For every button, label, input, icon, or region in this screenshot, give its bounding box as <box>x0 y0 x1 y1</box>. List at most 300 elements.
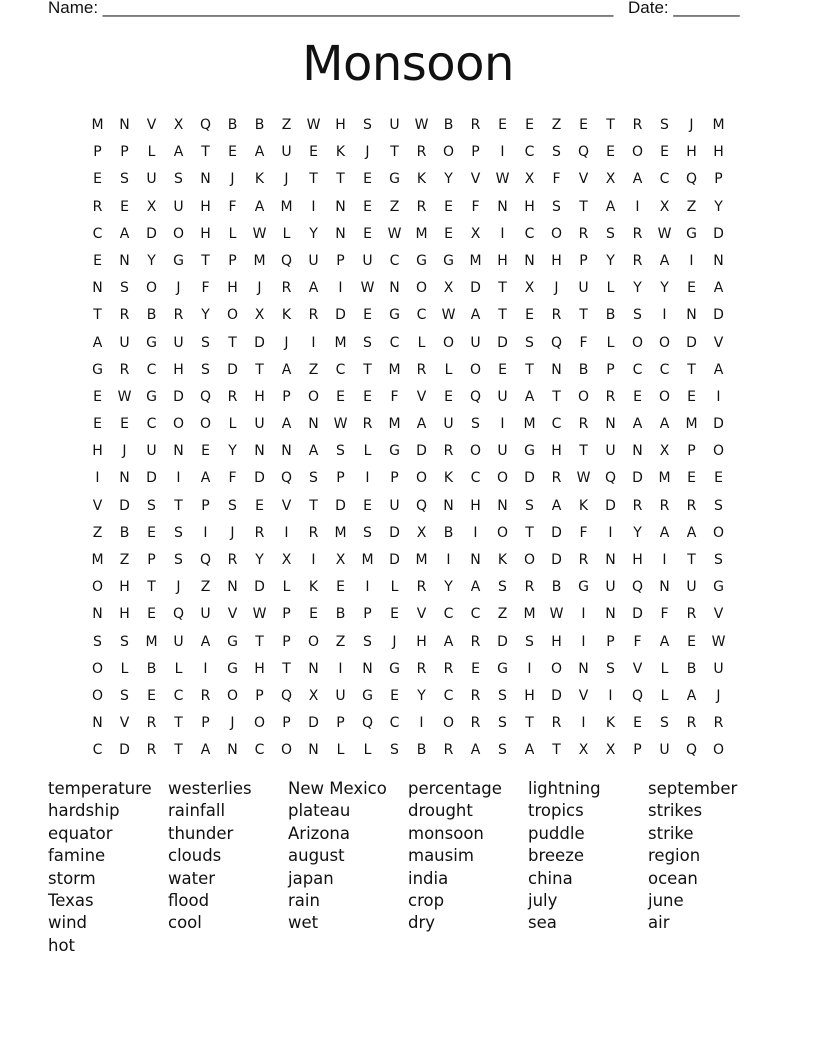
grid-cell: E <box>687 280 696 297</box>
grid-cell: Q <box>199 388 212 405</box>
grid-cell: B <box>551 579 562 596</box>
grid-cell: F <box>660 606 669 623</box>
grid-cell: Z <box>389 198 400 215</box>
word-bank-item: breeze <box>528 846 585 866</box>
grid-cell: N <box>362 660 373 677</box>
grid-cell: U <box>335 687 346 704</box>
grid-cell: A <box>659 252 670 269</box>
grid-cell: I <box>662 307 667 324</box>
grid-cell: R <box>443 742 454 759</box>
grid-cell: E <box>687 633 696 650</box>
grid-cell: N <box>497 497 508 514</box>
grid-cell: N <box>686 307 697 324</box>
grid-cell: A <box>713 361 724 378</box>
grid-cell: C <box>389 715 400 732</box>
grid-cell: T <box>687 361 696 378</box>
grid-cell: M <box>334 524 347 541</box>
word-bank-item: plateau <box>288 801 351 821</box>
grid-cell: K <box>416 171 427 188</box>
grid-cell: I <box>446 552 451 568</box>
grid-cell: P <box>336 715 345 732</box>
grid-cell: J <box>230 524 235 541</box>
grid-cell: Z <box>686 198 697 215</box>
grid-cell: D <box>497 633 508 650</box>
grid-cell: O <box>496 524 509 541</box>
grid-cell: V <box>227 606 238 623</box>
grid-cell: K <box>605 715 616 732</box>
grid-cell: R <box>119 307 130 324</box>
grid-cell: N <box>200 171 211 188</box>
word-bank-item: flood <box>168 891 210 911</box>
grid-cell: W <box>333 416 348 433</box>
grid-cell: T <box>606 117 615 133</box>
grid-cell: U <box>173 633 184 650</box>
grid-cell: B <box>146 307 157 324</box>
grid-cell: C <box>551 416 562 433</box>
grid-cell: M <box>469 252 482 269</box>
grid-cell: L <box>147 144 156 161</box>
grid-cell: G <box>92 361 103 378</box>
grid-cell: D <box>713 416 724 433</box>
grid-cell: Q <box>361 715 374 732</box>
grid-cell: G <box>578 579 589 596</box>
grid-cell: S <box>201 361 210 378</box>
grid-cell: T <box>174 742 183 759</box>
grid-cell: C <box>335 361 346 378</box>
grid-cell: R <box>578 225 589 242</box>
grid-cell: A <box>713 280 724 297</box>
grid-cell: L <box>417 334 426 351</box>
grid-cell: W <box>657 225 672 242</box>
grid-cell: T <box>228 334 237 351</box>
grid-cell: A <box>92 334 103 351</box>
grid-cell: N <box>92 715 103 732</box>
grid-cell: E <box>363 497 372 514</box>
grid-cell: W <box>387 225 402 242</box>
grid-cell: B <box>578 361 589 378</box>
grid-cell: Q <box>280 470 293 487</box>
grid-cell: H <box>254 660 265 677</box>
grid-cell: S <box>498 687 507 704</box>
grid-cell: S <box>363 524 372 541</box>
grid-cell: D <box>632 470 643 487</box>
grid-cell: R <box>308 307 319 324</box>
grid-cell: O <box>91 660 104 677</box>
grid-cell: V <box>578 171 589 188</box>
grid-cell: E <box>687 388 696 405</box>
grid-cell: S <box>363 334 372 351</box>
grid-cell: D <box>119 497 130 514</box>
word-bank-item: crop <box>408 891 445 911</box>
grid-cell: H <box>254 388 265 405</box>
grid-cell: M <box>658 470 671 487</box>
page-title: Monsoon <box>302 36 514 92</box>
grid-cell: H <box>713 144 724 161</box>
grid-cell: D <box>335 307 346 324</box>
grid-cell: O <box>226 307 239 324</box>
grid-cell: A <box>524 388 535 405</box>
grid-cell: R <box>551 307 562 324</box>
grid-cell: B <box>443 524 454 541</box>
grid-cell: P <box>714 171 723 188</box>
grid-cell: I <box>689 252 694 269</box>
grid-cell: N <box>119 470 130 487</box>
grid-cell: J <box>176 280 181 297</box>
grid-cell: L <box>444 361 453 378</box>
grid-cell: L <box>606 280 615 297</box>
grid-cell: M <box>334 334 347 351</box>
grid-cell: Y <box>201 307 210 324</box>
grid-cell: L <box>363 742 372 759</box>
grid-cell: T <box>93 307 102 324</box>
grid-cell: J <box>257 280 262 297</box>
grid-cell: R <box>119 361 130 378</box>
grid-cell: P <box>336 252 345 269</box>
grid-cell: W <box>711 633 726 650</box>
grid-cell: A <box>308 280 319 297</box>
grid-cell: S <box>363 117 372 133</box>
grid-cell: Q <box>604 470 617 487</box>
grid-cell: A <box>551 497 562 514</box>
grid-cell: L <box>228 416 237 433</box>
grid-cell: P <box>201 497 210 514</box>
grid-cell: I <box>716 388 721 405</box>
grid-cell: T <box>525 715 534 732</box>
word-bank-item: Arizona <box>288 823 350 843</box>
grid-cell: N <box>524 252 535 269</box>
grid-cell: T <box>579 443 588 460</box>
grid-cell: A <box>686 524 697 541</box>
grid-cell: U <box>146 443 157 460</box>
grid-cell: S <box>552 144 561 161</box>
grid-cell: Q <box>685 742 698 759</box>
grid-cell: R <box>416 198 427 215</box>
grid-cell: B <box>605 307 616 324</box>
grid-cell: W <box>441 307 456 324</box>
grid-cell: E <box>390 687 399 704</box>
grid-cell: R <box>686 606 697 623</box>
grid-cell: N <box>173 443 184 460</box>
grid-cell: O <box>226 687 239 704</box>
grid-cell: J <box>230 715 235 732</box>
grid-cell: S <box>606 660 615 677</box>
grid-row <box>84 629 732 656</box>
grid-cell: T <box>552 388 561 405</box>
grid-cell: M <box>685 416 698 433</box>
grid-cell: N <box>659 579 670 596</box>
grid-cell: L <box>336 742 345 759</box>
grid-cell: D <box>416 443 427 460</box>
word-bank-item <box>288 935 408 957</box>
grid-cell: U <box>713 660 724 677</box>
grid-cell: O <box>307 633 320 650</box>
grid-cell: R <box>470 715 481 732</box>
word-bank-item: temperature <box>48 779 152 798</box>
grid-cell: O <box>442 715 455 732</box>
grid-cell: H <box>551 633 562 650</box>
grid-cell: I <box>311 552 316 568</box>
grid-cell: B <box>146 660 157 677</box>
grid-cell: E <box>93 252 102 269</box>
grid-cell: N <box>389 280 400 297</box>
grid-cell: T <box>255 361 264 378</box>
grid-cell: R <box>227 552 238 568</box>
grid-cell: K <box>497 552 508 568</box>
grid-cell: A <box>659 633 670 650</box>
grid-cell: A <box>416 416 427 433</box>
grid-cell: V <box>713 606 724 623</box>
grid-cell: R <box>416 579 427 596</box>
name-field-label: Name: ______________________________________________________ <box>48 0 614 17</box>
grid-cell: U <box>200 606 211 623</box>
grid-cell: M <box>253 252 266 269</box>
grid-cell: K <box>308 579 319 596</box>
grid-cell: X <box>308 687 319 704</box>
grid-row <box>84 601 732 628</box>
grid-cell: D <box>254 579 265 596</box>
grid-cell: Z <box>119 552 130 568</box>
grid-cell: A <box>470 307 481 324</box>
grid-cell: E <box>336 579 345 596</box>
grid-cell: I <box>662 552 667 568</box>
grid-cell: A <box>281 416 292 433</box>
grid-cell: E <box>714 470 723 487</box>
grid-cell: D <box>308 715 319 732</box>
grid-cell: G <box>524 443 535 460</box>
grid-cell: T <box>147 579 156 596</box>
grid-cell: E <box>606 144 615 161</box>
grid-cell: X <box>659 443 670 460</box>
grid-cell: R <box>686 497 697 514</box>
grid-cell: G <box>713 579 724 596</box>
grid-cell: N <box>92 280 103 297</box>
grid-cell: Y <box>309 225 318 242</box>
grid-cell: A <box>254 198 265 215</box>
grid-row <box>84 710 732 737</box>
grid-cell: H <box>686 144 697 161</box>
grid-cell: C <box>470 606 481 623</box>
grid-cell: J <box>230 171 235 188</box>
grid-cell: C <box>443 687 454 704</box>
grid-cell: E <box>120 198 129 215</box>
grid-cell: E <box>471 660 480 677</box>
grid-cell: D <box>524 470 535 487</box>
grid-cell: F <box>201 280 210 297</box>
grid-cell: T <box>552 742 561 759</box>
grid-cell: C <box>524 144 535 161</box>
word-bank-item: lightning <box>528 779 601 798</box>
grid-cell: I <box>500 144 505 161</box>
grid-cell: D <box>173 388 184 405</box>
grid-cell: R <box>551 715 562 732</box>
grid-cell: R <box>416 660 427 677</box>
grid-cell: X <box>578 742 589 759</box>
grid-cell: B <box>416 742 427 759</box>
grid-cell: D <box>713 307 724 324</box>
grid-cell: I <box>473 524 478 541</box>
grid-cell: N <box>632 443 643 460</box>
grid-cell: V <box>119 715 130 732</box>
grid-cell: V <box>470 171 481 188</box>
grid-cell: O <box>415 470 428 487</box>
grid-cell: Q <box>199 552 212 568</box>
grid-cell: U <box>686 579 697 596</box>
grid-cell: N <box>227 742 238 759</box>
grid-cell: P <box>282 606 291 623</box>
grid-cell: A <box>470 742 481 759</box>
grid-cell: E <box>120 416 129 433</box>
grid-cell: A <box>254 144 265 161</box>
grid-cell: C <box>389 334 400 351</box>
grid-cell: Y <box>255 552 264 568</box>
grid-cell: T <box>201 144 210 161</box>
grid-cell: H <box>551 252 562 269</box>
grid-cell: C <box>92 742 103 759</box>
grid-cell: R <box>551 470 562 487</box>
grid-cell: O <box>523 552 536 568</box>
grid-cell: S <box>498 579 507 596</box>
grid-row <box>84 384 732 411</box>
grid-cell: N <box>308 416 319 433</box>
grid-cell: L <box>282 225 291 242</box>
grid-cell: V <box>92 497 103 514</box>
grid-cell: I <box>581 633 586 650</box>
grid-cell: C <box>416 307 427 324</box>
grid-cell: Z <box>335 633 346 650</box>
grid-cell: R <box>362 416 373 433</box>
grid-cell: L <box>228 225 237 242</box>
grid-cell: Y <box>444 579 453 596</box>
grid-cell: S <box>471 416 480 433</box>
grid-cell: P <box>606 633 615 650</box>
word-bank-item: wet <box>288 913 319 933</box>
word-bank-item <box>168 935 288 957</box>
grid-cell: P <box>471 144 480 161</box>
grid-cell: U <box>605 443 616 460</box>
grid-cell: J <box>365 144 370 161</box>
word-bank-item: equator <box>48 823 113 843</box>
grid-cell: E <box>579 117 588 133</box>
grid-cell: R <box>659 497 670 514</box>
grid-cell: T <box>174 497 183 514</box>
grid-cell: M <box>523 606 536 623</box>
grid-cell: E <box>228 144 237 161</box>
grid-cell: O <box>172 416 185 433</box>
grid-cell: W <box>117 388 132 405</box>
grid-cell: O <box>577 388 590 405</box>
grid-cell: S <box>120 687 129 704</box>
grid-cell: I <box>203 524 208 541</box>
grid-cell: E <box>660 144 669 161</box>
grid-cell: N <box>119 117 130 133</box>
grid-cell: W <box>252 225 267 242</box>
grid-cell: H <box>92 443 103 460</box>
grid-cell: X <box>524 171 535 188</box>
grid-cell: R <box>470 687 481 704</box>
grid-cell: D <box>551 552 562 568</box>
grid-cell: E <box>255 497 264 514</box>
grid-cell: U <box>389 117 400 133</box>
grid-cell: A <box>200 470 211 487</box>
grid-cell: P <box>201 715 210 732</box>
grid-cell: N <box>713 252 724 269</box>
grid-cell: N <box>335 225 346 242</box>
grid-row <box>84 330 732 357</box>
grid-cell: U <box>497 443 508 460</box>
grid-cell: E <box>444 225 453 242</box>
grid-cell: C <box>524 225 535 242</box>
grid-cell: E <box>309 144 318 161</box>
grid-cell: W <box>360 280 375 297</box>
grid-cell: C <box>632 361 643 378</box>
grid-cell: Y <box>444 171 453 188</box>
grid-cell: A <box>632 416 643 433</box>
grid-cell: R <box>416 361 427 378</box>
grid-cell: R <box>254 524 265 541</box>
grid-row <box>84 438 732 465</box>
grid-cell: Q <box>280 252 293 269</box>
word-bank-item: puddle <box>528 823 585 843</box>
grid-cell: F <box>471 198 480 215</box>
grid-cell: S <box>309 470 318 487</box>
grid-cell: N <box>119 252 130 269</box>
grid-cell: L <box>390 579 399 596</box>
grid-cell: O <box>442 334 455 351</box>
grid-cell: Y <box>714 198 723 215</box>
grid-cell: S <box>120 633 129 650</box>
grid-cell: T <box>309 171 318 188</box>
grid-cell: D <box>389 524 400 541</box>
grid-cell: M <box>712 117 725 133</box>
grid-cell: O <box>199 416 212 433</box>
grid-cell: S <box>93 633 102 650</box>
word-bank-item: monsoon <box>408 823 484 843</box>
grid-cell: J <box>554 280 559 297</box>
grid-cell: S <box>147 497 156 514</box>
grid-cell: S <box>633 307 642 324</box>
word-bank-item: Texas <box>48 891 94 911</box>
grid-cell: E <box>498 117 507 133</box>
grid-cell: I <box>608 524 613 541</box>
grid-cell: Z <box>551 117 562 133</box>
grid-cell: G <box>227 660 238 677</box>
grid-cell: W <box>495 171 510 188</box>
grid-cell: J <box>176 579 181 596</box>
grid-cell: X <box>335 552 346 568</box>
grid-cell: H <box>119 606 130 623</box>
grid-cell: Z <box>497 606 508 623</box>
grid-cell: M <box>361 552 374 568</box>
grid-cell: T <box>498 280 507 297</box>
grid-row <box>84 493 732 520</box>
grid-cell: R <box>632 117 643 133</box>
grid-cell: J <box>716 687 721 704</box>
grid-cell: G <box>227 633 238 650</box>
grid-cell: S <box>174 552 183 568</box>
grid-cell: E <box>687 470 696 487</box>
grid-cell: X <box>605 171 616 188</box>
grid-cell: V <box>416 388 427 405</box>
grid-cell: S <box>660 715 669 732</box>
grid-cell: Q <box>280 687 293 704</box>
grid-cell: K <box>443 470 454 487</box>
grid-cell: E <box>525 117 534 133</box>
grid-cell: S <box>174 524 183 541</box>
grid-cell: A <box>632 171 643 188</box>
grid-row <box>84 357 732 384</box>
grid-cell: K <box>578 497 589 514</box>
grid-cell: I <box>203 660 208 677</box>
